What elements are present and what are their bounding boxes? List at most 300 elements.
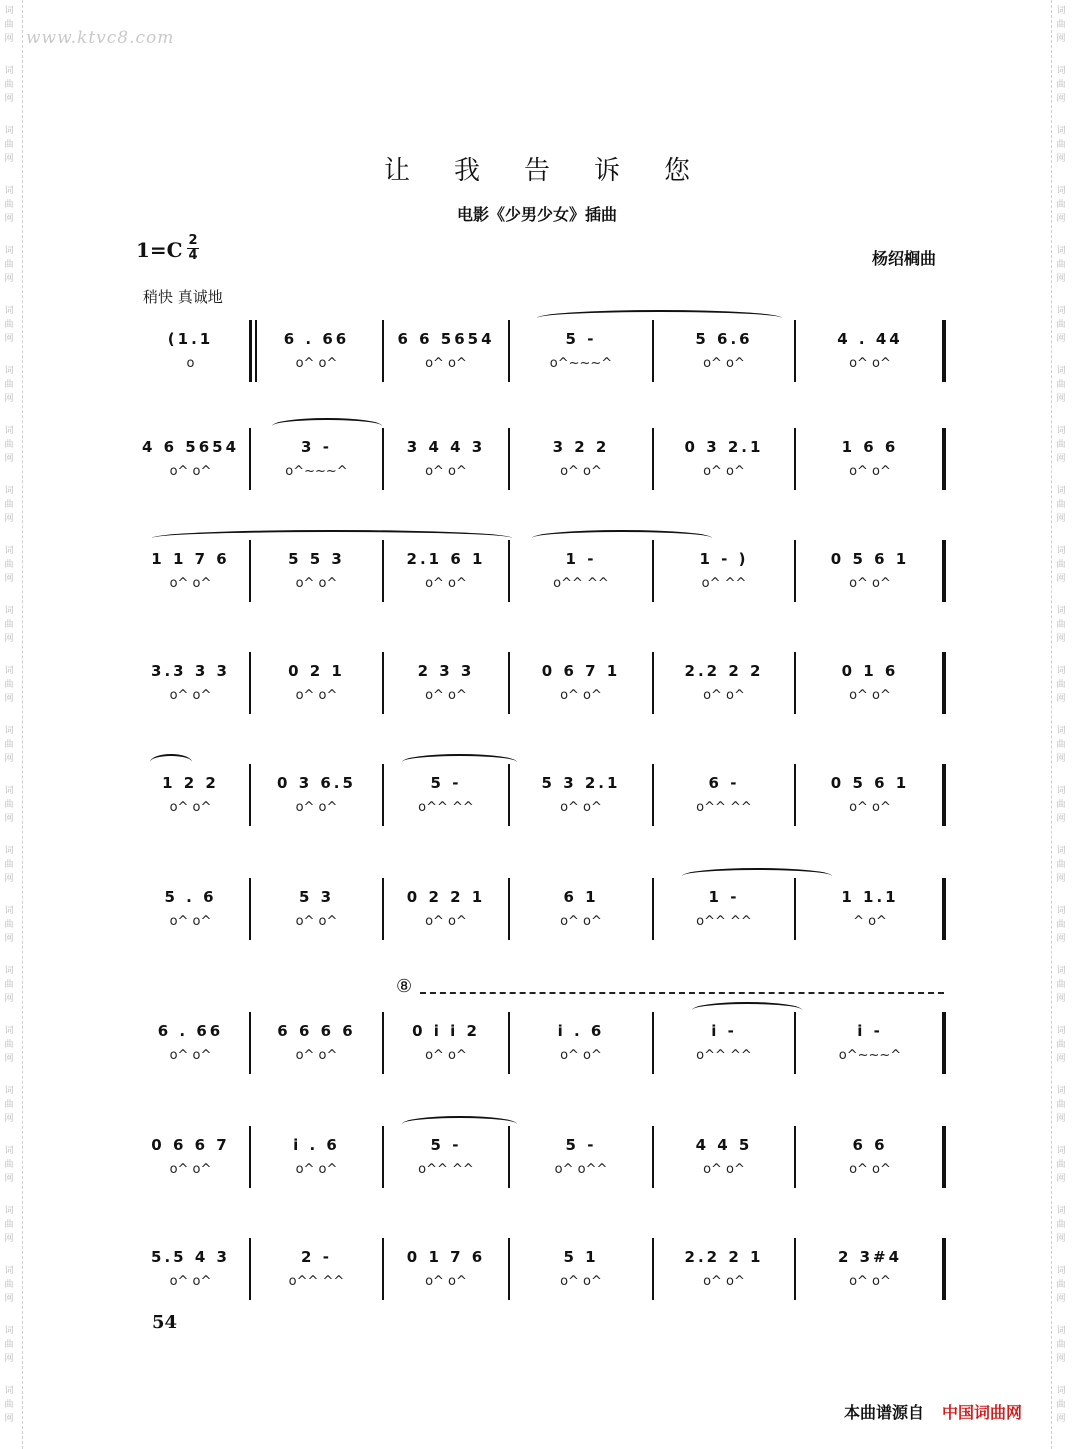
margin-watermark-char: 网 (4, 994, 14, 1004)
margin-watermark-char: 网 (1056, 634, 1066, 644)
margin-watermark-char: 曲 (1056, 1100, 1066, 1110)
margin-watermark-char: 词 (1056, 666, 1066, 676)
margin-watermark-char: 网 (1056, 1414, 1066, 1424)
measure-notes: 0 5 6 1 (830, 550, 910, 568)
bar-line (944, 1238, 946, 1300)
time-signature (187, 234, 199, 263)
margin-watermark-char: 词 (4, 186, 14, 196)
measure-notes: 0 3 2.1 (684, 438, 764, 456)
margin-watermark-char: 词 (4, 906, 14, 916)
measure (654, 652, 794, 714)
measure (796, 428, 944, 490)
margin-watermark-char: 网 (4, 814, 14, 824)
bar-line (944, 428, 946, 490)
articulation-marks: o^ o^ (849, 1162, 891, 1177)
articulation-marks: o^~~~^ (838, 1048, 902, 1063)
margin-watermark-char: 曲 (4, 500, 14, 510)
articulation-marks: o^^ ^^ (696, 914, 752, 929)
articulation-marks: o^ o^ (425, 356, 467, 371)
measure-notes: 5 3 (298, 888, 335, 906)
margin-watermark-char: 曲 (4, 20, 14, 30)
margin-watermark-char: 曲 (4, 860, 14, 870)
measure-notes: 1 - (708, 888, 740, 906)
margin-watermark-char: 网 (4, 394, 14, 404)
measure (132, 428, 249, 490)
margin-watermark-char: 网 (1056, 694, 1066, 704)
articulation-marks: o^ o^ (560, 800, 602, 815)
articulation-marks: o^ o^ (560, 1274, 602, 1289)
margin-watermark-char: 网 (4, 334, 14, 344)
bar-line (944, 652, 946, 714)
margin-watermark-char: 曲 (1056, 800, 1066, 810)
articulation-marks: o^ o^ (560, 464, 602, 479)
margin-watermark-char: 网 (4, 634, 14, 644)
song-title: 让我告诉您 (383, 156, 734, 186)
measure (796, 764, 944, 826)
margin-watermark-char: 网 (4, 694, 14, 704)
margin-watermark-char: 曲 (1056, 920, 1066, 930)
margin-watermark-char: 网 (4, 154, 14, 164)
margin-watermark-char: 网 (1056, 754, 1066, 764)
margin-watermark-char: 曲 (1056, 980, 1066, 990)
measure (384, 428, 508, 490)
measure-notes: 2 3 3 (417, 662, 475, 680)
measure-notes: 5 3 2.1 (541, 774, 621, 792)
articulation-marks: o^ o^ (425, 688, 467, 703)
measure-notes: 6 . 66 (157, 1022, 224, 1040)
margin-watermark-char: 词 (1056, 1206, 1066, 1216)
margin-watermark-char: 曲 (1056, 440, 1066, 450)
bar-line (944, 540, 946, 602)
margin-watermark-char: 曲 (1056, 1220, 1066, 1230)
margin-watermark-char: 词 (1056, 126, 1066, 136)
articulation-marks: o^ o^ (703, 356, 745, 371)
measure-notes: 1 - ) (699, 550, 749, 568)
margin-watermark-char: 网 (4, 934, 14, 944)
margin-watermark-char: 网 (1056, 934, 1066, 944)
margin-watermark-char: 曲 (4, 380, 14, 390)
slur (532, 530, 712, 546)
measure (251, 764, 382, 826)
articulation-marks: o^^ ^^ (418, 800, 474, 815)
margin-watermark-char: 网 (1056, 214, 1066, 224)
margin-watermark-char: 词 (4, 246, 14, 256)
margin-watermark-char: 网 (1056, 1294, 1066, 1304)
measure (510, 1126, 652, 1188)
measure-notes: 3 - (301, 438, 332, 456)
measure-notes: 3.3 3 3 (151, 662, 230, 680)
margin-watermark-char: 词 (1056, 966, 1066, 976)
measure (384, 540, 508, 602)
slur (682, 868, 832, 884)
measure-notes: 6 1 (563, 888, 599, 906)
margin-watermark-char: 网 (4, 1114, 14, 1124)
measure (132, 764, 249, 826)
measure-notes: i . 6 (557, 1022, 605, 1040)
measure (654, 320, 794, 382)
measure-notes: 5 . 6 (164, 888, 217, 906)
margin-watermark-char: 词 (4, 1206, 14, 1216)
measure (384, 764, 508, 826)
measure-notes: 6 - (708, 774, 740, 792)
measure-notes: 2.2 2 1 (684, 1248, 764, 1266)
rehearsal-mark: ⑧ (396, 976, 413, 997)
articulation-marks: o^ o^ (169, 688, 212, 703)
articulation-marks: o^ o^ (849, 576, 891, 591)
margin-watermark-char: 曲 (4, 1340, 14, 1350)
time-sig-top: 2 (188, 233, 198, 248)
measure-notes: 2.2 2 2 (684, 662, 764, 680)
margin-watermark-char: 网 (4, 574, 14, 584)
measure (251, 428, 382, 490)
measure-notes: 5 5 3 (288, 550, 345, 568)
measure-notes: 4 6 5654 (141, 438, 240, 456)
articulation-marks: o^~~~^ (549, 356, 613, 371)
margin-watermark-char: 曲 (1056, 860, 1066, 870)
margin-watermark-char: 曲 (4, 260, 14, 270)
margin-watermark-char: 网 (4, 1234, 14, 1244)
margin-watermark-char: 词 (1056, 486, 1066, 496)
margin-watermark-char: 网 (1056, 574, 1066, 584)
measure-notes: 1 6 6 (841, 438, 899, 456)
margin-watermark-char: 词 (4, 1146, 14, 1156)
score-system (132, 428, 948, 498)
articulation-marks: o^ ^^ (701, 576, 747, 591)
margin-watermark-char: 曲 (1056, 320, 1066, 330)
measure (384, 1012, 508, 1074)
articulation-marks: o^~~~^ (285, 464, 348, 479)
articulation-marks: o^ o^ (849, 356, 891, 371)
margin-watermark-char: 曲 (1056, 500, 1066, 510)
measure-notes: 0 6 6 7 (151, 1136, 230, 1154)
measure (132, 652, 249, 714)
measure (384, 1238, 508, 1300)
margin-watermark-char: 曲 (1056, 380, 1066, 390)
margin-watermark-char: 曲 (4, 1220, 14, 1230)
measure-notes: 1 - (565, 550, 597, 568)
articulation-marks: o^ o^ (295, 576, 338, 591)
articulation-marks: o (186, 356, 195, 371)
slur (272, 418, 382, 434)
articulation-marks: ^ o^ (853, 914, 887, 929)
articulation-marks: o^ o^ (295, 800, 338, 815)
measure-notes: 1 1.1 (841, 888, 899, 906)
measure (654, 428, 794, 490)
margin-watermark-char: 词 (4, 6, 14, 16)
margin-watermark-char: 词 (4, 546, 14, 556)
ottava-dashed-line (420, 992, 944, 994)
margin-watermark-char: 曲 (1056, 1040, 1066, 1050)
key-signature: 1=C (136, 238, 183, 262)
measure (132, 320, 249, 382)
measure-notes: 0 1 7 6 (406, 1248, 486, 1266)
margin-watermark-char: 词 (4, 846, 14, 856)
margin-watermark-char: 曲 (1056, 140, 1066, 150)
bar-line (944, 1126, 946, 1188)
measure-notes: i - (857, 1022, 883, 1040)
measure (384, 878, 508, 940)
measure (251, 1012, 382, 1074)
measure-notes: 2 - (301, 1248, 332, 1266)
margin-watermark-char: 词 (1056, 1326, 1066, 1336)
measure (796, 652, 944, 714)
margin-watermark-char: 词 (1056, 246, 1066, 256)
measure-notes: 1 2 2 (162, 774, 219, 792)
measure (654, 764, 794, 826)
margin-watermark-char: 网 (1056, 274, 1066, 284)
margin-watermark-char: 曲 (4, 620, 14, 630)
margin-watermark-char: 词 (1056, 1386, 1066, 1396)
margin-watermark-char: 曲 (4, 140, 14, 150)
margin-watermark-char: 曲 (4, 1280, 14, 1290)
articulation-marks: o^ o^ (169, 800, 212, 815)
margin-watermark-char: 网 (4, 1354, 14, 1364)
articulation-marks: o^ o^ (560, 914, 602, 929)
measure (251, 652, 382, 714)
margin-watermark-char: 网 (4, 94, 14, 104)
articulation-marks: o^ o^ (425, 464, 467, 479)
measure (654, 540, 794, 602)
measure (796, 1238, 944, 1300)
bar-line (944, 1012, 946, 1074)
margin-watermark-char: 词 (4, 66, 14, 76)
measure-notes: 1 1 7 6 (151, 550, 230, 568)
measure-notes: 0 2 1 (288, 662, 345, 680)
measure-notes: 5 - (430, 1136, 462, 1154)
articulation-marks: o^ o^ (295, 688, 338, 703)
margin-watermark-char: 词 (1056, 546, 1066, 556)
articulation-marks: o^ o^ (425, 1274, 467, 1289)
articulation-marks: o^ o^ (169, 464, 212, 479)
margin-watermark-char: 网 (1056, 34, 1066, 44)
measure (251, 878, 382, 940)
score-system (132, 320, 948, 390)
measure-notes: 0 1 6 (841, 662, 899, 680)
measure-notes: i - (711, 1022, 737, 1040)
page-number: 54 (152, 1312, 178, 1333)
margin-watermark-char: 网 (4, 1054, 14, 1064)
margin-watermark-char: 网 (1056, 454, 1066, 464)
site-watermark: www.ktvc8.com (26, 28, 175, 48)
articulation-marks: o^^ ^^ (288, 1274, 345, 1289)
margin-watermark-char: 词 (1056, 1266, 1066, 1276)
margin-watermark-char: 曲 (4, 1100, 14, 1110)
measure (796, 320, 944, 382)
composer-credit: 杨绍榈曲 (872, 249, 937, 268)
margin-watermark-char: 曲 (1056, 200, 1066, 210)
measure-notes: 5 - (565, 1136, 597, 1154)
margin-watermark-char: 网 (1056, 814, 1066, 824)
measure-notes: i . 6 (293, 1136, 340, 1154)
margin-watermark-char: 词 (1056, 366, 1066, 376)
song-subtitle: 电影《少男少女》插曲 (456, 205, 617, 224)
margin-watermark-char: 词 (1056, 1026, 1066, 1036)
measure-notes: 0 5 6 1 (830, 774, 910, 792)
measure-notes: 6 6 6 6 (277, 1022, 356, 1040)
articulation-marks: o^ o^ (295, 356, 338, 371)
margin-watermark-char: 网 (1056, 1354, 1066, 1364)
margin-watermark-char: 词 (4, 966, 14, 976)
articulation-marks: o^ o^ (703, 688, 745, 703)
articulation-marks: o^ o^ (849, 800, 891, 815)
score-system (132, 540, 948, 610)
margin-watermark-char: 词 (1056, 846, 1066, 856)
measure-notes: 0 6 7 1 (541, 662, 621, 680)
measure (510, 540, 652, 602)
margin-watermark-char: 网 (4, 1174, 14, 1184)
articulation-marks: o^ o^ (295, 1162, 338, 1177)
slur (402, 754, 517, 770)
margin-watermark-char: 网 (4, 454, 14, 464)
margin-watermark-char: 网 (1056, 334, 1066, 344)
articulation-marks: o^ o^ (849, 688, 891, 703)
margin-watermark-char: 曲 (1056, 1400, 1066, 1410)
margin-watermark-char: 词 (1056, 606, 1066, 616)
margin-watermark-char: 词 (1056, 186, 1066, 196)
measure (510, 1238, 652, 1300)
margin-watermark-char: 网 (1056, 94, 1066, 104)
articulation-marks: o^ o^ (295, 1048, 338, 1063)
margin-watermark-char: 曲 (1056, 1160, 1066, 1170)
margin-watermark-char: 词 (1056, 426, 1066, 436)
articulation-marks: o^ o^ (560, 1048, 602, 1063)
slur (152, 530, 512, 546)
articulation-marks: o^ o^ (703, 464, 745, 479)
margin-watermark-char: 网 (4, 274, 14, 284)
margin-watermark-char: 词 (4, 666, 14, 676)
margin-watermark-char: 网 (4, 874, 14, 884)
margin-watermark-char: 曲 (1056, 740, 1066, 750)
bar-line (944, 878, 946, 940)
margin-watermark-char: 曲 (4, 680, 14, 690)
margin-watermark-char: 曲 (4, 560, 14, 570)
measure (132, 1238, 249, 1300)
margin-watermark-char: 网 (1056, 154, 1066, 164)
measure (384, 652, 508, 714)
margin-watermark-char: 曲 (4, 800, 14, 810)
measure-notes: 5 6.6 (695, 330, 753, 348)
articulation-marks: o^ o^ (295, 914, 338, 929)
time-sig-bottom: 4 (188, 248, 198, 263)
margin-watermark-char: 曲 (4, 440, 14, 450)
margin-watermark-char: 网 (1056, 1054, 1066, 1064)
margin-watermark-char: 词 (1056, 6, 1066, 16)
score-system (132, 1126, 948, 1196)
score-system (132, 764, 948, 834)
margin-watermark-char: 词 (4, 1266, 14, 1276)
margin-watermark-char: 词 (4, 426, 14, 436)
measure (510, 878, 652, 940)
margin-watermark-char: 词 (1056, 726, 1066, 736)
margin-watermark-char: 曲 (4, 200, 14, 210)
margin-watermark-char: 曲 (1056, 620, 1066, 630)
margin-watermark-char: 网 (1056, 514, 1066, 524)
measure (132, 540, 249, 602)
margin-watermark-char: 词 (4, 1026, 14, 1036)
articulation-marks: o^ o^ (425, 914, 467, 929)
margin-watermark-char: 网 (1056, 1114, 1066, 1124)
measure (384, 1126, 508, 1188)
margin-watermark-char: 曲 (4, 320, 14, 330)
measure (510, 652, 652, 714)
margin-watermark-char: 网 (4, 34, 14, 44)
margin-watermark-char: 词 (1056, 906, 1066, 916)
margin-watermark-char: 网 (4, 514, 14, 524)
margin-watermark-char: 词 (4, 606, 14, 616)
measure (510, 1012, 652, 1074)
score-system (132, 652, 948, 722)
margin-watermark-char: 曲 (4, 740, 14, 750)
margin-watermark-char: 词 (4, 1326, 14, 1336)
margin-watermark-char: 词 (4, 1086, 14, 1096)
source-site-link[interactable]: 中国词曲网 (942, 1403, 1023, 1422)
measure (251, 1126, 382, 1188)
measure (510, 764, 652, 826)
margin-watermark-char: 词 (4, 126, 14, 136)
measure (654, 878, 794, 940)
margin-watermark-char: 曲 (1056, 260, 1066, 270)
margin-watermark-char: 词 (1056, 306, 1066, 316)
measure (132, 1126, 249, 1188)
measure-notes: 4 4 5 (695, 1136, 753, 1154)
articulation-marks: o^^ ^^ (696, 1048, 752, 1063)
score-system (132, 878, 948, 948)
articulation-marks: o^ o^ (849, 1274, 891, 1289)
score-system (132, 1012, 948, 1082)
margin-watermark-char: 曲 (1056, 560, 1066, 570)
articulation-marks: o^ o^ (703, 1274, 745, 1289)
margin-watermark-char: 曲 (1056, 1280, 1066, 1290)
slur (150, 754, 192, 770)
margin-watermark-char: 曲 (4, 920, 14, 930)
measure (510, 320, 652, 382)
margin-watermark-char: 词 (4, 786, 14, 796)
measure-notes: 5.5 4 3 (151, 1248, 230, 1266)
margin-watermark-char: 词 (4, 1386, 14, 1396)
source-credit (844, 1400, 1022, 1423)
measure (384, 320, 508, 382)
measure (654, 1012, 794, 1074)
measure-notes: 5 - (430, 774, 462, 792)
articulation-marks: o^ o^ (169, 1274, 212, 1289)
measure-notes: 2.1 6 1 (406, 550, 486, 568)
margin-watermark-char: 网 (1056, 1234, 1066, 1244)
margin-watermark-char: 词 (1056, 66, 1066, 76)
measure (132, 1012, 249, 1074)
articulation-marks: o^ o^ (849, 464, 891, 479)
measure (251, 320, 382, 382)
score-system (132, 1238, 948, 1308)
articulation-marks: o^ o^ (703, 1162, 745, 1177)
measure (796, 878, 944, 940)
measure-notes: 4 . 44 (837, 330, 903, 348)
measure (796, 540, 944, 602)
slur (402, 1116, 517, 1132)
source-label: 本曲谱源自 (844, 1403, 925, 1422)
measure-notes: (1.1 (167, 330, 214, 348)
measure (796, 1012, 944, 1074)
margin-watermark-char: 词 (4, 486, 14, 496)
bar-line (944, 320, 946, 382)
measure (251, 540, 382, 602)
margin-watermark-char: 词 (4, 366, 14, 376)
measure-notes: 0 3 6.5 (277, 774, 356, 792)
articulation-marks: o^ o^ (169, 1048, 212, 1063)
articulation-marks: o^ o^ (560, 688, 602, 703)
margin-watermark-char: 词 (1056, 1146, 1066, 1156)
measure-notes: 5 1 (563, 1248, 599, 1266)
margin-watermark-char: 曲 (4, 1040, 14, 1050)
